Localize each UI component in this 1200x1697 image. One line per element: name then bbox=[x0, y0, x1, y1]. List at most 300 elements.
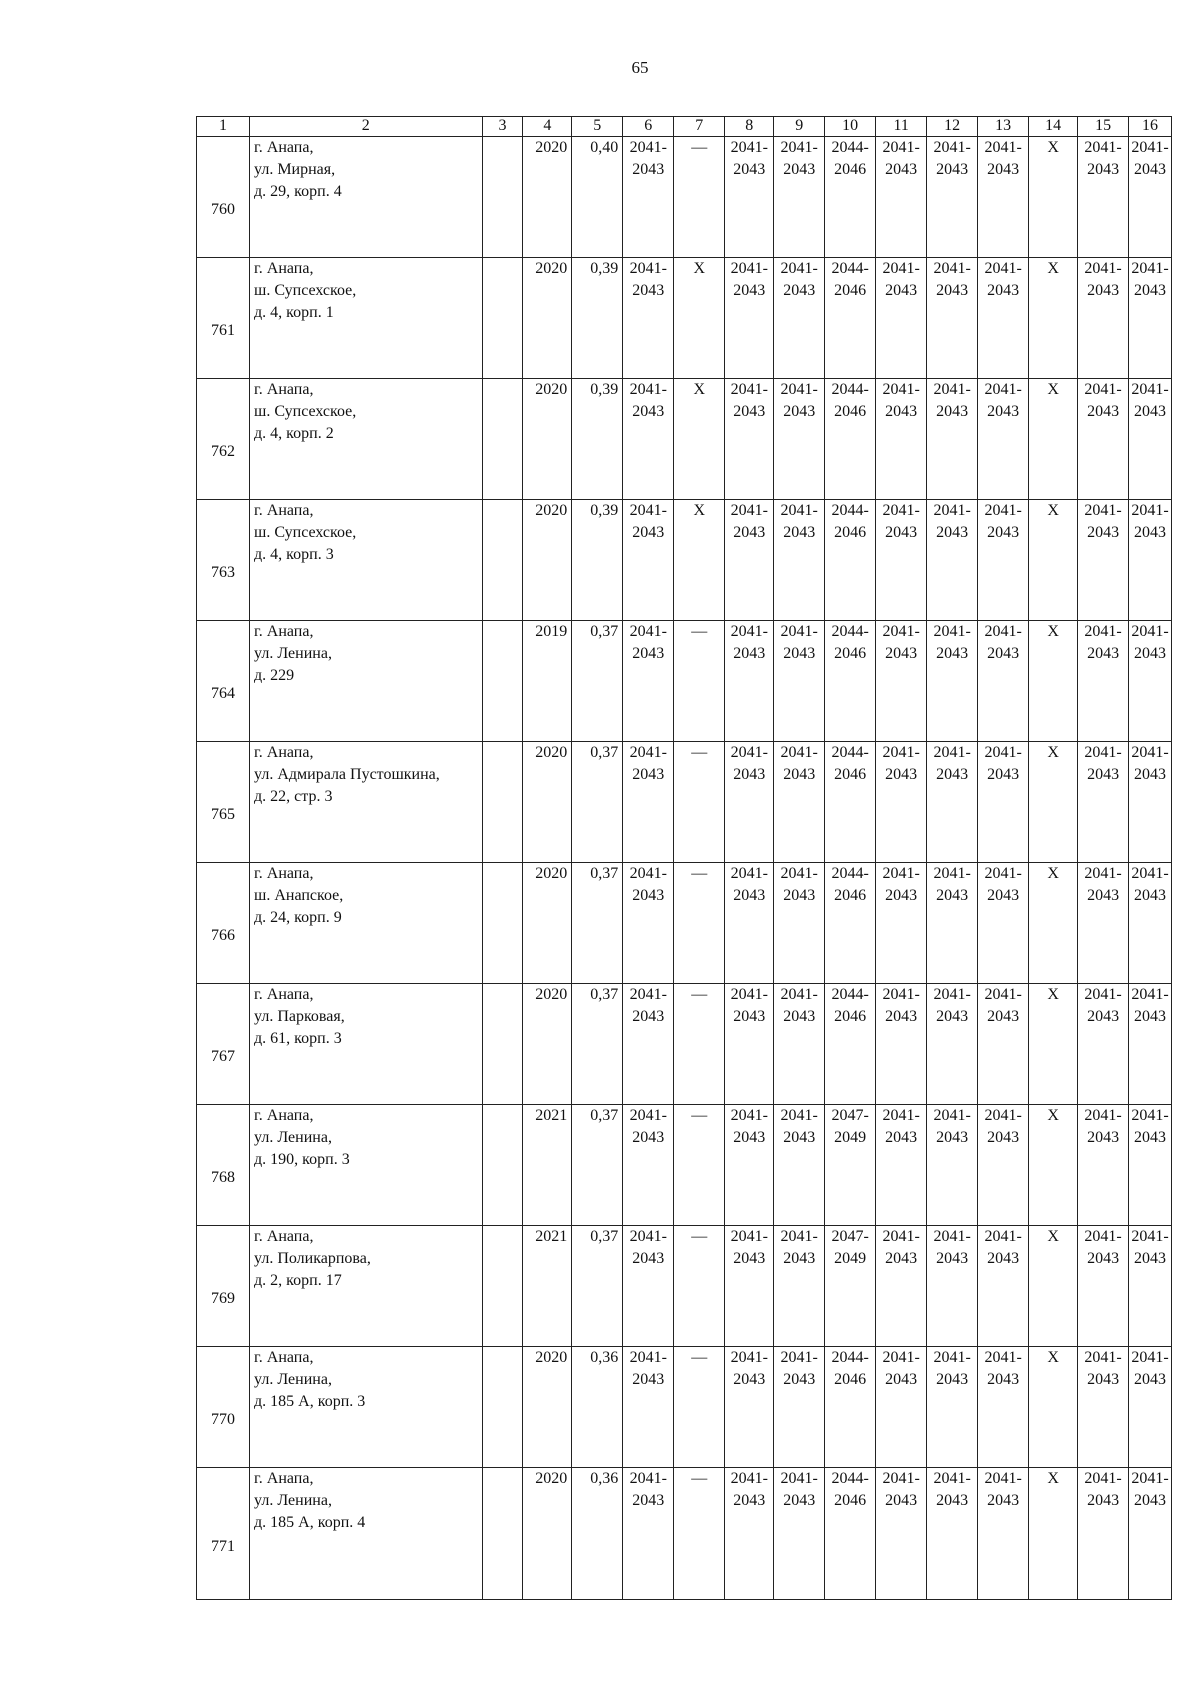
period-cell-10-line: 2044- bbox=[831, 381, 869, 398]
period-cell-6-line: 2043 bbox=[632, 645, 665, 662]
period-cell-9 bbox=[774, 500, 825, 621]
period-cell-11 bbox=[876, 742, 927, 863]
row-number: 764 bbox=[197, 621, 250, 742]
mark-cell-14: X bbox=[1029, 1226, 1078, 1347]
mark-cell-14: X bbox=[1029, 500, 1078, 621]
period-cell-15-line: 2041- bbox=[1084, 1107, 1122, 1124]
column-header-8: 8 bbox=[725, 117, 774, 137]
period-cell-10 bbox=[825, 379, 876, 500]
period-cell-10-line: 2049 bbox=[834, 1129, 867, 1146]
period-cell-13-line: 2041- bbox=[984, 986, 1022, 1003]
period-cell-9-line: 2043 bbox=[783, 161, 816, 178]
period-cell-6-line: 2041- bbox=[629, 865, 667, 882]
row-number: 760 bbox=[197, 137, 250, 258]
address-cell-line: г. Анапа, bbox=[254, 623, 314, 640]
period-cell-16 bbox=[1129, 863, 1172, 984]
period-cell-15-line: 2041- bbox=[1084, 986, 1122, 1003]
value-cell: 0,40 bbox=[572, 137, 623, 258]
value-cell: 0,36 bbox=[572, 1468, 623, 1600]
period-cell-8-line: 2041- bbox=[730, 1470, 768, 1487]
col3-cell bbox=[482, 742, 523, 863]
period-cell-15-line: 2041- bbox=[1084, 260, 1122, 277]
period-cell-12-line: 2043 bbox=[936, 645, 969, 662]
mark-cell-14: X bbox=[1029, 742, 1078, 863]
period-cell-12-line: 2043 bbox=[936, 1129, 969, 1146]
period-cell-13 bbox=[978, 1105, 1029, 1226]
period-cell-12 bbox=[927, 1468, 978, 1600]
mark-cell-7: — bbox=[674, 1468, 725, 1600]
col3-cell bbox=[482, 984, 523, 1105]
period-cell-9-line: 2041- bbox=[780, 986, 818, 1003]
period-cell-9 bbox=[774, 137, 825, 258]
period-cell-8 bbox=[725, 379, 774, 500]
value-cell: 0,39 bbox=[572, 258, 623, 379]
address-cell bbox=[250, 742, 483, 863]
period-cell-6-line: 2043 bbox=[632, 161, 665, 178]
column-header-4: 4 bbox=[523, 117, 572, 137]
period-cell-15-line: 2041- bbox=[1084, 1228, 1122, 1245]
address-cell-line: г. Анапа, bbox=[254, 1107, 314, 1124]
period-cell-8-line: 2043 bbox=[733, 1371, 766, 1388]
period-cell-11-line: 2041- bbox=[882, 623, 920, 640]
period-cell-8 bbox=[725, 1105, 774, 1226]
mark-cell-7: X bbox=[674, 258, 725, 379]
address-cell-line: ул. Мирная, bbox=[254, 161, 336, 178]
period-cell-9-line: 2043 bbox=[783, 1492, 816, 1509]
column-header-9: 9 bbox=[774, 117, 825, 137]
period-cell-15-line: 2043 bbox=[1087, 1371, 1120, 1388]
period-cell-8 bbox=[725, 863, 774, 984]
table-row bbox=[197, 1468, 1172, 1600]
period-cell-10 bbox=[825, 984, 876, 1105]
period-cell-11 bbox=[876, 1105, 927, 1226]
period-cell-8-line: 2043 bbox=[733, 1129, 766, 1146]
period-cell-6 bbox=[623, 1347, 674, 1468]
period-cell-13-line: 2043 bbox=[987, 887, 1020, 904]
column-header-5: 5 bbox=[572, 117, 623, 137]
address-cell-line: д. 24, корп. 9 bbox=[254, 909, 342, 926]
period-cell-15 bbox=[1078, 742, 1129, 863]
period-cell-11 bbox=[876, 500, 927, 621]
address-cell-line: д. 4, корп. 3 bbox=[254, 546, 334, 563]
address-cell-line: д. 29, корп. 4 bbox=[254, 183, 342, 200]
period-cell-8-line: 2043 bbox=[733, 766, 766, 783]
address-cell bbox=[250, 137, 483, 258]
address-cell-line: ул. Ленина, bbox=[254, 1492, 332, 1509]
period-cell-15 bbox=[1078, 258, 1129, 379]
value-cell: 0,37 bbox=[572, 621, 623, 742]
col3-cell bbox=[482, 863, 523, 984]
period-cell-11 bbox=[876, 863, 927, 984]
period-cell-6 bbox=[623, 137, 674, 258]
period-cell-10 bbox=[825, 1468, 876, 1600]
period-cell-12-line: 2043 bbox=[936, 161, 969, 178]
period-cell-15-line: 2043 bbox=[1087, 403, 1120, 420]
period-cell-15-line: 2041- bbox=[1084, 381, 1122, 398]
period-cell-8-line: 2041- bbox=[730, 502, 768, 519]
period-cell-13-line: 2043 bbox=[987, 766, 1020, 783]
period-cell-11-line: 2041- bbox=[882, 986, 920, 1003]
mark-cell-7: — bbox=[674, 1347, 725, 1468]
period-cell-9 bbox=[774, 984, 825, 1105]
period-cell-8-line: 2041- bbox=[730, 139, 768, 156]
period-cell-10-line: 2049 bbox=[834, 1250, 867, 1267]
row-number: 769 bbox=[197, 1226, 250, 1347]
period-cell-13-line: 2043 bbox=[987, 282, 1020, 299]
period-cell-16-line: 2043 bbox=[1134, 1492, 1167, 1509]
table-row bbox=[197, 1347, 1172, 1468]
period-cell-12-line: 2043 bbox=[936, 1250, 969, 1267]
period-cell-6 bbox=[623, 984, 674, 1105]
period-cell-15-line: 2041- bbox=[1084, 865, 1122, 882]
value-cell: 0,37 bbox=[572, 742, 623, 863]
period-cell-15-line: 2043 bbox=[1087, 524, 1120, 541]
period-cell-12-line: 2041- bbox=[933, 1107, 971, 1124]
period-cell-9-line: 2041- bbox=[780, 1349, 818, 1366]
period-cell-13 bbox=[978, 621, 1029, 742]
period-cell-13 bbox=[978, 742, 1029, 863]
period-cell-13-line: 2041- bbox=[984, 623, 1022, 640]
period-cell-15-line: 2043 bbox=[1087, 1250, 1120, 1267]
period-cell-6-line: 2043 bbox=[632, 1371, 665, 1388]
period-cell-10 bbox=[825, 1105, 876, 1226]
col3-cell bbox=[482, 1226, 523, 1347]
period-cell-9-line: 2041- bbox=[780, 865, 818, 882]
column-header-11: 11 bbox=[876, 117, 927, 137]
period-cell-16-line: 2043 bbox=[1134, 887, 1167, 904]
value-cell: 0,39 bbox=[572, 379, 623, 500]
mark-cell-14: X bbox=[1029, 137, 1078, 258]
period-cell-13 bbox=[978, 137, 1029, 258]
period-cell-6-line: 2041- bbox=[629, 744, 667, 761]
column-header-6: 6 bbox=[623, 117, 674, 137]
period-cell-9-line: 2043 bbox=[783, 524, 816, 541]
address-cell bbox=[250, 621, 483, 742]
period-cell-11 bbox=[876, 379, 927, 500]
period-cell-12-line: 2043 bbox=[936, 403, 969, 420]
address-cell-line: д. 229 bbox=[254, 667, 295, 684]
table-row bbox=[197, 500, 1172, 621]
value-cell: 0,37 bbox=[572, 1105, 623, 1226]
period-cell-11-line: 2043 bbox=[885, 766, 918, 783]
period-cell-11-line: 2041- bbox=[882, 139, 920, 156]
period-cell-11-line: 2043 bbox=[885, 1250, 918, 1267]
column-header-7: 7 bbox=[674, 117, 725, 137]
period-cell-10-line: 2046 bbox=[834, 282, 867, 299]
period-cell-9-line: 2041- bbox=[780, 502, 818, 519]
period-cell-11-line: 2043 bbox=[885, 1129, 918, 1146]
period-cell-6-line: 2041- bbox=[629, 139, 667, 156]
address-cell-line: ул. Поликарпова, bbox=[254, 1250, 371, 1267]
period-cell-15-line: 2041- bbox=[1084, 139, 1122, 156]
row-number: 767 bbox=[197, 984, 250, 1105]
period-cell-10 bbox=[825, 1226, 876, 1347]
address-cell-line: ш. Анапское, bbox=[254, 887, 344, 904]
period-cell-12 bbox=[927, 621, 978, 742]
col3-cell bbox=[482, 1105, 523, 1226]
period-cell-16-line: 2043 bbox=[1134, 282, 1167, 299]
period-cell-15-line: 2043 bbox=[1087, 887, 1120, 904]
address-cell-line: г. Анапа, bbox=[254, 744, 314, 761]
period-cell-16 bbox=[1129, 984, 1172, 1105]
period-cell-6 bbox=[623, 621, 674, 742]
mark-cell-7: — bbox=[674, 863, 725, 984]
period-cell-10-line: 2044- bbox=[831, 1470, 869, 1487]
mark-cell-7: — bbox=[674, 984, 725, 1105]
period-cell-8 bbox=[725, 984, 774, 1105]
period-cell-9-line: 2041- bbox=[780, 1470, 818, 1487]
value-cell: 0,37 bbox=[572, 1226, 623, 1347]
col3-cell bbox=[482, 621, 523, 742]
year-cell: 2021 bbox=[523, 1226, 572, 1347]
period-cell-8-line: 2041- bbox=[730, 986, 768, 1003]
period-cell-13-line: 2043 bbox=[987, 161, 1020, 178]
mark-cell-14: X bbox=[1029, 621, 1078, 742]
period-cell-13-line: 2041- bbox=[984, 865, 1022, 882]
period-cell-10-line: 2047- bbox=[831, 1107, 869, 1124]
period-cell-6 bbox=[623, 742, 674, 863]
period-cell-6-line: 2041- bbox=[629, 1107, 667, 1124]
period-cell-6-line: 2041- bbox=[629, 1228, 667, 1245]
address-cell-line: д. 4, корп. 1 bbox=[254, 304, 334, 321]
period-cell-13-line: 2041- bbox=[984, 1228, 1022, 1245]
period-cell-12 bbox=[927, 1226, 978, 1347]
address-cell-line: ул. Ленина, bbox=[254, 1129, 332, 1146]
year-cell: 2020 bbox=[523, 863, 572, 984]
period-cell-13-line: 2041- bbox=[984, 139, 1022, 156]
period-cell-16-line: 2041- bbox=[1131, 744, 1169, 761]
col3-cell bbox=[482, 379, 523, 500]
period-cell-16 bbox=[1129, 621, 1172, 742]
address-cell-line: г. Анапа, bbox=[254, 502, 314, 519]
period-cell-13 bbox=[978, 1226, 1029, 1347]
period-cell-11-line: 2043 bbox=[885, 1008, 918, 1025]
period-cell-10-line: 2044- bbox=[831, 865, 869, 882]
period-cell-11-line: 2041- bbox=[882, 1349, 920, 1366]
address-cell bbox=[250, 1468, 483, 1600]
period-cell-6-line: 2043 bbox=[632, 282, 665, 299]
period-cell-15-line: 2043 bbox=[1087, 161, 1120, 178]
year-cell: 2021 bbox=[523, 1105, 572, 1226]
period-cell-8 bbox=[725, 500, 774, 621]
period-cell-6 bbox=[623, 863, 674, 984]
column-header-1: 1 bbox=[197, 117, 250, 137]
mark-cell-7: X bbox=[674, 500, 725, 621]
mark-cell-14: X bbox=[1029, 258, 1078, 379]
period-cell-6 bbox=[623, 379, 674, 500]
mark-cell-14: X bbox=[1029, 379, 1078, 500]
period-cell-12-line: 2041- bbox=[933, 1470, 971, 1487]
year-cell: 2020 bbox=[523, 984, 572, 1105]
period-cell-16-line: 2043 bbox=[1134, 645, 1167, 662]
mark-cell-7: X bbox=[674, 379, 725, 500]
value-cell: 0,39 bbox=[572, 500, 623, 621]
period-cell-11 bbox=[876, 1468, 927, 1600]
period-cell-8-line: 2043 bbox=[733, 1008, 766, 1025]
col3-cell bbox=[482, 500, 523, 621]
period-cell-10 bbox=[825, 258, 876, 379]
address-cell-line: д. 185 А, корп. 4 bbox=[254, 1514, 366, 1531]
registry-table bbox=[196, 116, 1172, 1600]
period-cell-10-line: 2044- bbox=[831, 502, 869, 519]
period-cell-13-line: 2041- bbox=[984, 502, 1022, 519]
period-cell-16-line: 2041- bbox=[1131, 1228, 1169, 1245]
table-row bbox=[197, 621, 1172, 742]
period-cell-9-line: 2041- bbox=[780, 1228, 818, 1245]
period-cell-6 bbox=[623, 258, 674, 379]
period-cell-10-line: 2044- bbox=[831, 986, 869, 1003]
address-cell-line: г. Анапа, bbox=[254, 1228, 314, 1245]
period-cell-11-line: 2043 bbox=[885, 161, 918, 178]
period-cell-6-line: 2041- bbox=[629, 623, 667, 640]
period-cell-12 bbox=[927, 1105, 978, 1226]
table-row bbox=[197, 258, 1172, 379]
period-cell-15-line: 2043 bbox=[1087, 282, 1120, 299]
address-cell bbox=[250, 379, 483, 500]
mark-cell-7: — bbox=[674, 1105, 725, 1226]
address-cell-line: д. 190, корп. 3 bbox=[254, 1151, 350, 1168]
period-cell-6-line: 2043 bbox=[632, 766, 665, 783]
period-cell-16-line: 2043 bbox=[1134, 1129, 1167, 1146]
address-cell-line: д. 185 А, корп. 3 bbox=[254, 1393, 366, 1410]
period-cell-8 bbox=[725, 1347, 774, 1468]
period-cell-8-line: 2043 bbox=[733, 161, 766, 178]
period-cell-11-line: 2041- bbox=[882, 1228, 920, 1245]
period-cell-9-line: 2043 bbox=[783, 1008, 816, 1025]
col3-cell bbox=[482, 137, 523, 258]
period-cell-12-line: 2043 bbox=[936, 1492, 969, 1509]
period-cell-10-line: 2046 bbox=[834, 161, 867, 178]
period-cell-11-line: 2043 bbox=[885, 645, 918, 662]
value-cell: 0,37 bbox=[572, 863, 623, 984]
period-cell-9 bbox=[774, 1226, 825, 1347]
period-cell-8-line: 2041- bbox=[730, 1107, 768, 1124]
period-cell-12-line: 2043 bbox=[936, 1371, 969, 1388]
column-header-2: 2 bbox=[250, 117, 483, 137]
address-cell-line: ш. Супсехское, bbox=[254, 524, 357, 541]
period-cell-13-line: 2041- bbox=[984, 744, 1022, 761]
col3-cell bbox=[482, 1468, 523, 1600]
period-cell-10 bbox=[825, 137, 876, 258]
period-cell-15 bbox=[1078, 1226, 1129, 1347]
period-cell-15 bbox=[1078, 1468, 1129, 1600]
period-cell-15 bbox=[1078, 1347, 1129, 1468]
period-cell-9 bbox=[774, 742, 825, 863]
period-cell-13-line: 2041- bbox=[984, 1349, 1022, 1366]
period-cell-13-line: 2041- bbox=[984, 1107, 1022, 1124]
period-cell-8-line: 2043 bbox=[733, 524, 766, 541]
col3-cell bbox=[482, 1347, 523, 1468]
address-cell-line: ул. Адмирала Пустошкина, bbox=[254, 766, 440, 783]
address-cell bbox=[250, 1226, 483, 1347]
address-cell bbox=[250, 1347, 483, 1468]
period-cell-10 bbox=[825, 1347, 876, 1468]
period-cell-13-line: 2043 bbox=[987, 1129, 1020, 1146]
address-cell-line: г. Анапа, bbox=[254, 139, 314, 156]
period-cell-9-line: 2043 bbox=[783, 887, 816, 904]
period-cell-13-line: 2043 bbox=[987, 1371, 1020, 1388]
period-cell-10-line: 2046 bbox=[834, 403, 867, 420]
period-cell-8-line: 2041- bbox=[730, 623, 768, 640]
period-cell-16-line: 2041- bbox=[1131, 260, 1169, 277]
period-cell-9 bbox=[774, 1347, 825, 1468]
row-number: 763 bbox=[197, 500, 250, 621]
year-cell: 2020 bbox=[523, 742, 572, 863]
period-cell-13 bbox=[978, 500, 1029, 621]
period-cell-9-line: 2043 bbox=[783, 403, 816, 420]
column-header-14: 14 bbox=[1029, 117, 1078, 137]
period-cell-13-line: 2043 bbox=[987, 1492, 1020, 1509]
table-row bbox=[197, 1226, 1172, 1347]
address-cell-line: г. Анапа, bbox=[254, 865, 314, 882]
year-cell: 2019 bbox=[523, 621, 572, 742]
period-cell-8-line: 2041- bbox=[730, 1228, 768, 1245]
period-cell-15 bbox=[1078, 621, 1129, 742]
period-cell-12-line: 2041- bbox=[933, 139, 971, 156]
period-cell-11-line: 2043 bbox=[885, 524, 918, 541]
row-number: 762 bbox=[197, 379, 250, 500]
period-cell-15-line: 2041- bbox=[1084, 744, 1122, 761]
address-cell-line: ш. Супсехское, bbox=[254, 282, 357, 299]
period-cell-8-line: 2043 bbox=[733, 1492, 766, 1509]
period-cell-9 bbox=[774, 621, 825, 742]
period-cell-12-line: 2043 bbox=[936, 887, 969, 904]
period-cell-12-line: 2043 bbox=[936, 766, 969, 783]
period-cell-11-line: 2041- bbox=[882, 865, 920, 882]
period-cell-6-line: 2041- bbox=[629, 1349, 667, 1366]
period-cell-8 bbox=[725, 621, 774, 742]
period-cell-12-line: 2043 bbox=[936, 524, 969, 541]
row-number: 761 bbox=[197, 258, 250, 379]
period-cell-12 bbox=[927, 1347, 978, 1468]
period-cell-15 bbox=[1078, 984, 1129, 1105]
period-cell-9-line: 2041- bbox=[780, 381, 818, 398]
period-cell-12 bbox=[927, 137, 978, 258]
period-cell-11-line: 2041- bbox=[882, 1107, 920, 1124]
period-cell-16-line: 2041- bbox=[1131, 1470, 1169, 1487]
address-cell-line: г. Анапа, bbox=[254, 1349, 314, 1366]
table-body bbox=[197, 137, 1172, 1600]
period-cell-16-line: 2041- bbox=[1131, 502, 1169, 519]
period-cell-10-line: 2046 bbox=[834, 887, 867, 904]
period-cell-10-line: 2044- bbox=[831, 744, 869, 761]
period-cell-16 bbox=[1129, 1105, 1172, 1226]
address-cell bbox=[250, 1105, 483, 1226]
period-cell-8-line: 2043 bbox=[733, 282, 766, 299]
address-cell-line: д. 4, корп. 2 bbox=[254, 425, 334, 442]
period-cell-12 bbox=[927, 742, 978, 863]
period-cell-11-line: 2041- bbox=[882, 744, 920, 761]
year-cell: 2020 bbox=[523, 500, 572, 621]
period-cell-15-line: 2043 bbox=[1087, 766, 1120, 783]
column-header-10: 10 bbox=[825, 117, 876, 137]
period-cell-16 bbox=[1129, 258, 1172, 379]
period-cell-13-line: 2043 bbox=[987, 1008, 1020, 1025]
period-cell-13 bbox=[978, 1347, 1029, 1468]
period-cell-16-line: 2041- bbox=[1131, 381, 1169, 398]
period-cell-11-line: 2043 bbox=[885, 887, 918, 904]
period-cell-12 bbox=[927, 863, 978, 984]
period-cell-16-line: 2043 bbox=[1134, 1371, 1167, 1388]
table-row bbox=[197, 137, 1172, 258]
period-cell-16-line: 2043 bbox=[1134, 403, 1167, 420]
period-cell-13 bbox=[978, 258, 1029, 379]
period-cell-13-line: 2043 bbox=[987, 1250, 1020, 1267]
period-cell-11 bbox=[876, 621, 927, 742]
column-header-16: 16 bbox=[1129, 117, 1172, 137]
period-cell-8-line: 2041- bbox=[730, 865, 768, 882]
address-cell bbox=[250, 863, 483, 984]
